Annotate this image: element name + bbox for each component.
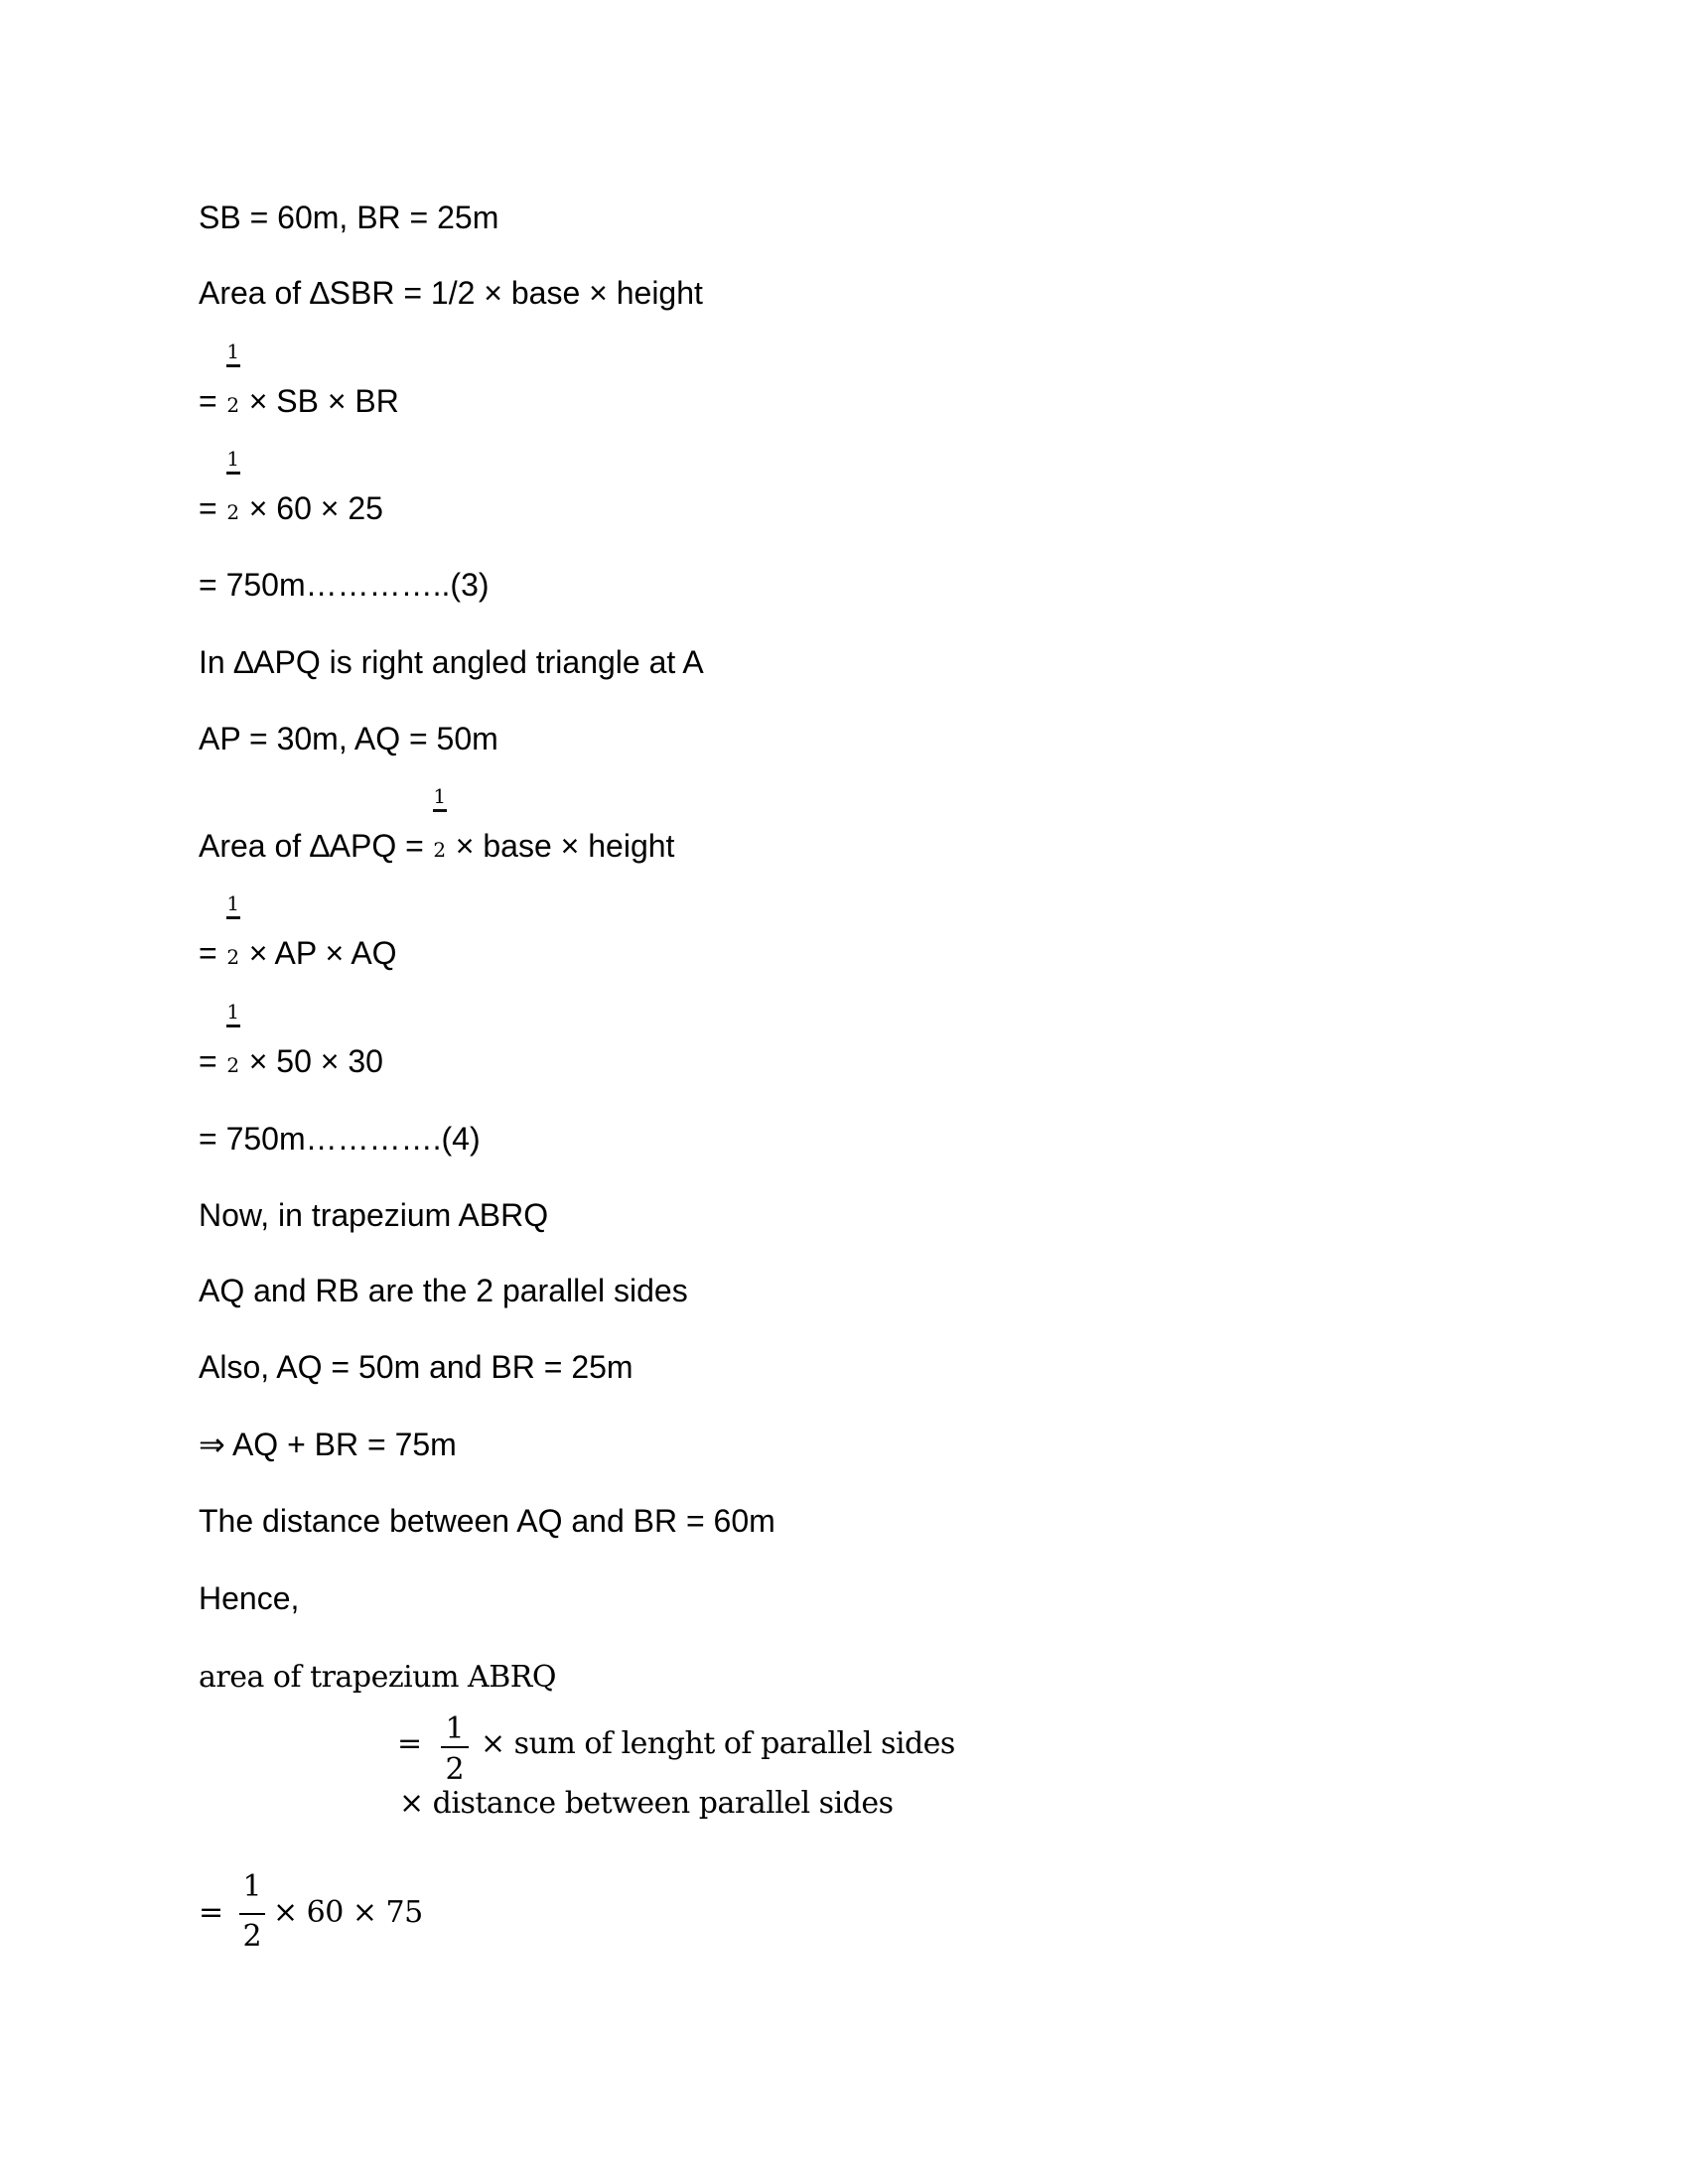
equals-sign: = xyxy=(199,490,217,526)
fraction-denominator: 2 xyxy=(226,500,240,524)
area-sbr-formula: Area of ∆SBR = 1/2 × base × height xyxy=(199,275,703,311)
fraction-bar xyxy=(441,1746,469,1748)
given-sb-br: SB = 60m, BR = 25m xyxy=(199,200,499,235)
fraction-numerator: 1 xyxy=(226,1000,240,1024)
area-sbr-step1 xyxy=(199,340,399,419)
fraction-denominator: 2 xyxy=(226,1053,240,1077)
fraction-bar xyxy=(239,1913,265,1915)
fraction-bar xyxy=(226,364,240,367)
equals-sign: = xyxy=(397,1726,422,1761)
fraction-numerator: 1 xyxy=(226,447,240,471)
formula-label: Area of ∆APQ = xyxy=(199,828,424,864)
area-apq-step2 xyxy=(199,1000,383,1079)
fraction-bar xyxy=(226,472,240,475)
fraction-denominator: 2 xyxy=(445,1752,465,1787)
step-expression: × 50 × 30 xyxy=(248,1043,383,1079)
fraction-denominator: 2 xyxy=(242,1919,262,1954)
step-expression: × 60 × 25 xyxy=(248,490,383,526)
hence-label: Hence, xyxy=(199,1580,300,1616)
fraction-denominator: 2 xyxy=(433,838,447,862)
area-apq-step1 xyxy=(199,891,397,971)
sum-parallel-sides: ⇒ AQ + BR = 75m xyxy=(199,1427,457,1462)
fraction-denominator: 2 xyxy=(226,945,240,969)
equals-sign: = xyxy=(199,383,217,419)
given-aq-br: Also, AQ = 50m and BR = 25m xyxy=(199,1349,633,1385)
equals-sign: = xyxy=(199,935,217,971)
fraction-bar xyxy=(226,1024,240,1027)
trapezium-formula-line1: × sum of lenght of parallel sides xyxy=(481,1726,955,1761)
fraction-numerator: 1 xyxy=(226,891,240,915)
fraction-numerator: 1 xyxy=(433,784,447,808)
equals-sign: = xyxy=(199,1895,223,1930)
trapezium-formula-line2: × distance between parallel sides xyxy=(399,1786,894,1821)
area-apq-result: = 750m………….(4) xyxy=(199,1121,481,1157)
distance-between-sides: The distance between AQ and BR = 60m xyxy=(199,1503,775,1539)
fraction-numerator: 1 xyxy=(226,340,240,363)
fraction-denominator: 2 xyxy=(226,393,240,417)
apq-right-angle-statement: In ∆APQ is right angled triangle at A xyxy=(199,644,704,680)
area-sbr-result: = 750m…………..(3) xyxy=(199,567,490,603)
parallel-sides-statement: AQ and RB are the 2 parallel sides xyxy=(199,1273,688,1308)
fraction-numerator: 1 xyxy=(445,1711,465,1746)
equals-sign: = xyxy=(199,1043,217,1079)
fraction-numerator: 1 xyxy=(242,1869,262,1904)
trapezium-intro: Now, in trapezium ABRQ xyxy=(199,1197,549,1233)
half-fraction xyxy=(223,340,243,417)
fraction-bar xyxy=(226,916,240,919)
half-fraction xyxy=(223,1000,243,1077)
half-fraction xyxy=(430,784,450,862)
half-fraction xyxy=(223,447,243,524)
formula-expression: × base × height xyxy=(455,828,675,864)
trapezium-area-label: area of trapezium ABRQ xyxy=(199,1660,556,1695)
step-expression: × AP × AQ xyxy=(248,935,397,971)
final-step-expression: × 60 × 75 xyxy=(273,1895,423,1930)
half-fraction xyxy=(223,891,243,969)
step-expression: × SB × BR xyxy=(248,383,399,419)
given-ap-aq: AP = 30m, AQ = 50m xyxy=(199,721,498,756)
area-sbr-step2 xyxy=(199,447,383,526)
fraction-bar xyxy=(433,809,447,812)
area-apq-formula xyxy=(199,784,675,864)
